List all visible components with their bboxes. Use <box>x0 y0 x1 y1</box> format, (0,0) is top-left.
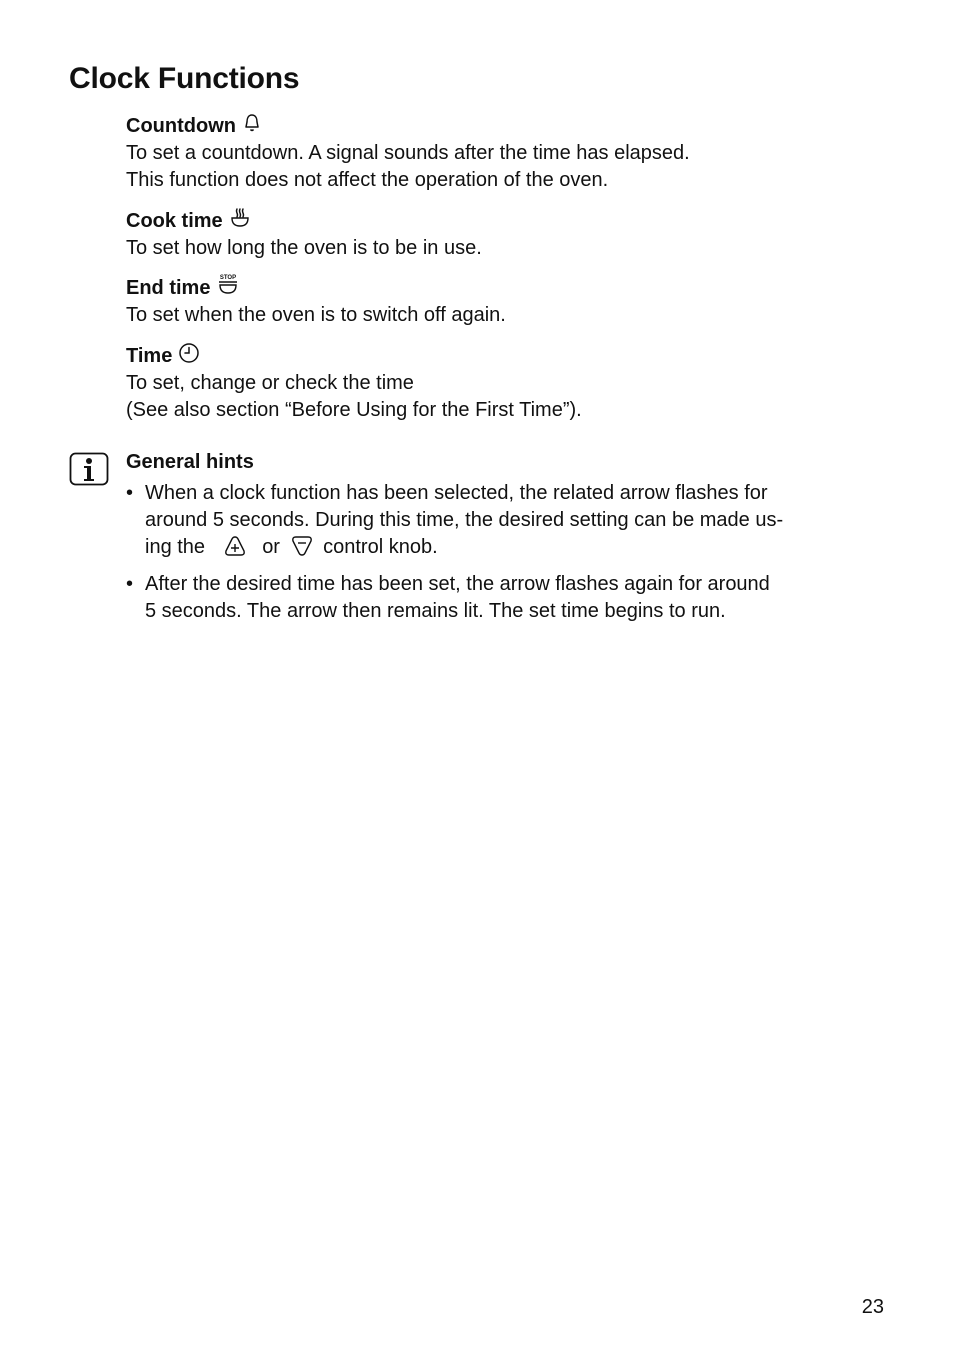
bullet-dot: • <box>126 573 134 595</box>
bell-icon <box>242 112 262 142</box>
info-icon <box>69 452 109 493</box>
hints-list <box>126 480 886 625</box>
page-number: 23 <box>861 1296 884 1318</box>
clock-icon <box>178 342 200 372</box>
hint1-line-2: around 5 seconds. During this time, the desired setting can be made us- <box>145 509 784 531</box>
section-countdown <box>126 113 886 194</box>
list-item <box>126 571 886 625</box>
page-title: Clock Functions <box>69 62 300 95</box>
section-cook-time <box>126 208 886 262</box>
pot-steam-icon <box>229 207 251 237</box>
countdown-heading: Countdown <box>126 115 236 137</box>
countdown-line-1: To set a countdown. A signal sounds after the time has elapsed. <box>126 142 690 164</box>
end-time-line-1: To set when the oven is to switch off again. <box>126 304 506 326</box>
bullet-dot: • <box>126 482 134 504</box>
section-heading <box>126 208 886 235</box>
hint1-line-3-post: control knob. <box>323 536 438 558</box>
time-heading: Time <box>126 345 173 367</box>
hint1-line-3-pre: ing the <box>145 536 206 558</box>
cook-time-heading: Cook time <box>126 210 223 232</box>
minus-knob-icon <box>290 535 314 565</box>
svg-text:STOP: STOP <box>220 274 237 281</box>
time-line-2: (See also section “Before Using for the First Time”). <box>126 399 582 421</box>
hint2-line-1: After the desired time has been set, the arrow flashes again for around <box>145 573 770 595</box>
hint2-line-2: 5 seconds. The arrow then remains lit. The set time begins to run. <box>145 600 726 622</box>
time-line-1: To set, change or check the time <box>126 372 414 394</box>
section-heading <box>126 275 886 302</box>
section-general-hints <box>126 449 886 625</box>
hint1-line-3-mid: or <box>262 536 280 558</box>
countdown-line-2: This function does not affect the operation of the oven. <box>126 169 609 191</box>
section-heading <box>126 343 886 370</box>
plus-knob-icon <box>223 535 247 565</box>
general-hints-heading: General hints <box>126 451 254 473</box>
list-item <box>126 480 886 565</box>
cook-time-line-1: To set how long the oven is to be in use. <box>126 237 482 259</box>
hint1-line-3 <box>145 534 886 565</box>
pot-stop-icon <box>216 273 240 305</box>
end-time-heading: End time <box>126 277 211 299</box>
hint1-line-1: When a clock function has been selected, the related arrow flashes for <box>145 482 768 504</box>
section-heading <box>126 113 886 140</box>
section-time <box>126 343 886 424</box>
section-end-time <box>126 275 886 329</box>
